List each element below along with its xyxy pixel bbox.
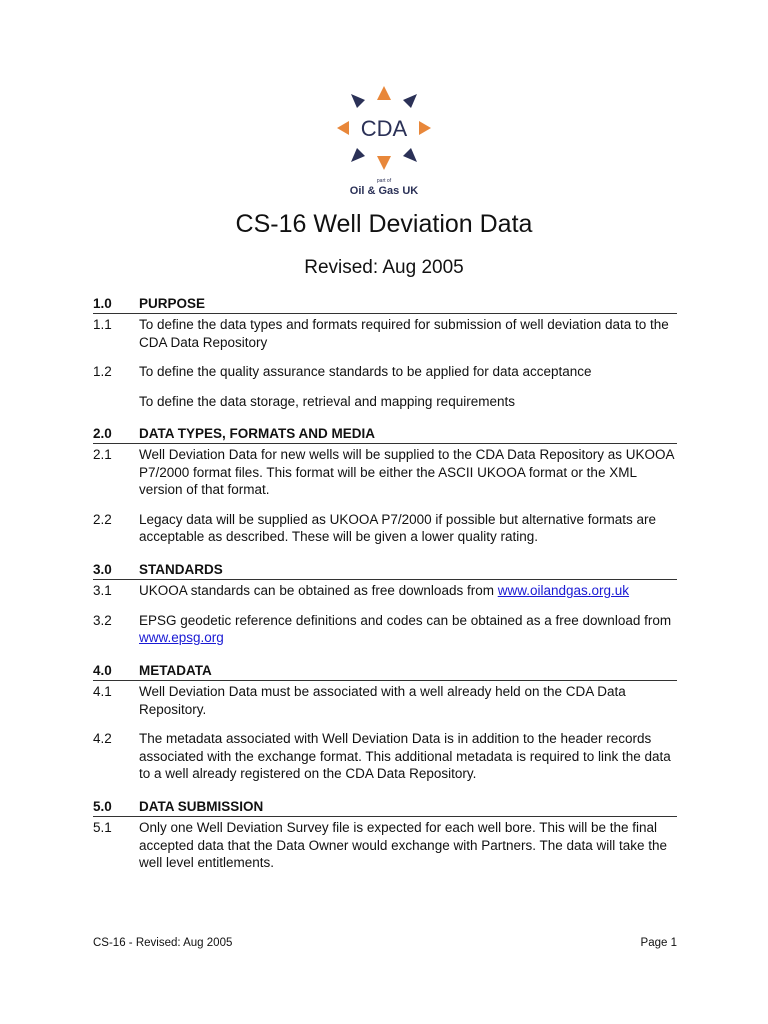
section-heading: 5.0 DATA SUBMISSION (93, 798, 677, 817)
logo-brand: CDA (360, 116, 408, 141)
arrow-ne-icon (403, 94, 417, 108)
cda-logo (334, 84, 434, 200)
list-item: 3.1 UKOOA standards can be obtained as free downloads from www.oilandgas.org.uk (93, 583, 630, 598)
section-metadata (93, 662, 677, 783)
list-item: 3.2 EPSG geodetic reference definitions and codes can be obtained as a free download from www.epsg.org (93, 612, 672, 645)
footer-doc-ref: CS-16 - Revised: Aug 2005 (93, 937, 233, 949)
list-item: 1.2 To define the quality assurance standards to be applied for data acceptance (93, 364, 592, 379)
list-item: 5.1 Only one Well Deviation Survey file is expected for each well bore. This will be the final accepted data that the Data Owner would exchange with Partners. The data will take the well level entitlements. (93, 820, 668, 870)
oilandgas-link[interactable]: www.oilandgas.org.uk (497, 583, 630, 598)
logo-org: Oil & Gas UK (349, 185, 419, 197)
arrow-top-icon (377, 86, 391, 100)
page-number: Page 1 (640, 937, 677, 949)
section-purpose (93, 295, 677, 410)
list-item: 2.1 Well Deviation Data for new wells will be supplied to the CDA Data Repository as UKOOA P7/2000 format files. This format will be either the ASCII UKOOA format or the XML version of that format. (93, 447, 674, 497)
arrow-nw-icon (351, 94, 365, 108)
section-heading: 4.0 METADATA (93, 662, 677, 681)
list-item: 4.2 The metadata associated with Well Deviation Data is in addition to the header records associated with the exchange format. This additional metadata is required to link the data to a well already registered on the CDA Data Repository. (93, 731, 671, 781)
document-revised: Revised: Aug 2005 (304, 257, 464, 278)
document-title: CS-16 Well Deviation Data (235, 210, 533, 238)
section-data-submission (93, 798, 677, 872)
list-item: To define the data storage, retrieval and mapping requirements (139, 393, 515, 409)
section-heading: 2.0 DATA TYPES, FORMATS AND MEDIA (93, 425, 677, 444)
compass-arrows-icon (334, 84, 434, 200)
list-item: 2.2 Legacy data will be supplied as UKOOA P7/2000 if possible but alternative formats are acceptable as described. These will be given a lower quality rating. (93, 511, 657, 544)
epsg-link[interactable]: www.epsg.org (139, 630, 224, 645)
arrow-sw-icon (351, 148, 365, 162)
section-heading: 3.0 STANDARDS (93, 561, 677, 580)
list-item: 1.1 To define the data types and formats required for submission of well deviation data to the CDA Data Repository (93, 317, 669, 350)
section-heading: 1.0 PURPOSE (93, 295, 677, 314)
arrow-left-icon (337, 121, 349, 135)
list-item: 4.1 Well Deviation Data must be associated with a well already held on the CDA Data Repository. (93, 684, 626, 717)
arrow-bottom-icon (377, 156, 391, 170)
logo-part-of: part of (376, 178, 392, 184)
page-footer (93, 937, 677, 949)
arrow-se-icon (403, 148, 417, 162)
section-data-types (93, 425, 677, 546)
arrow-right-icon (419, 121, 431, 135)
section-standards (93, 561, 677, 647)
